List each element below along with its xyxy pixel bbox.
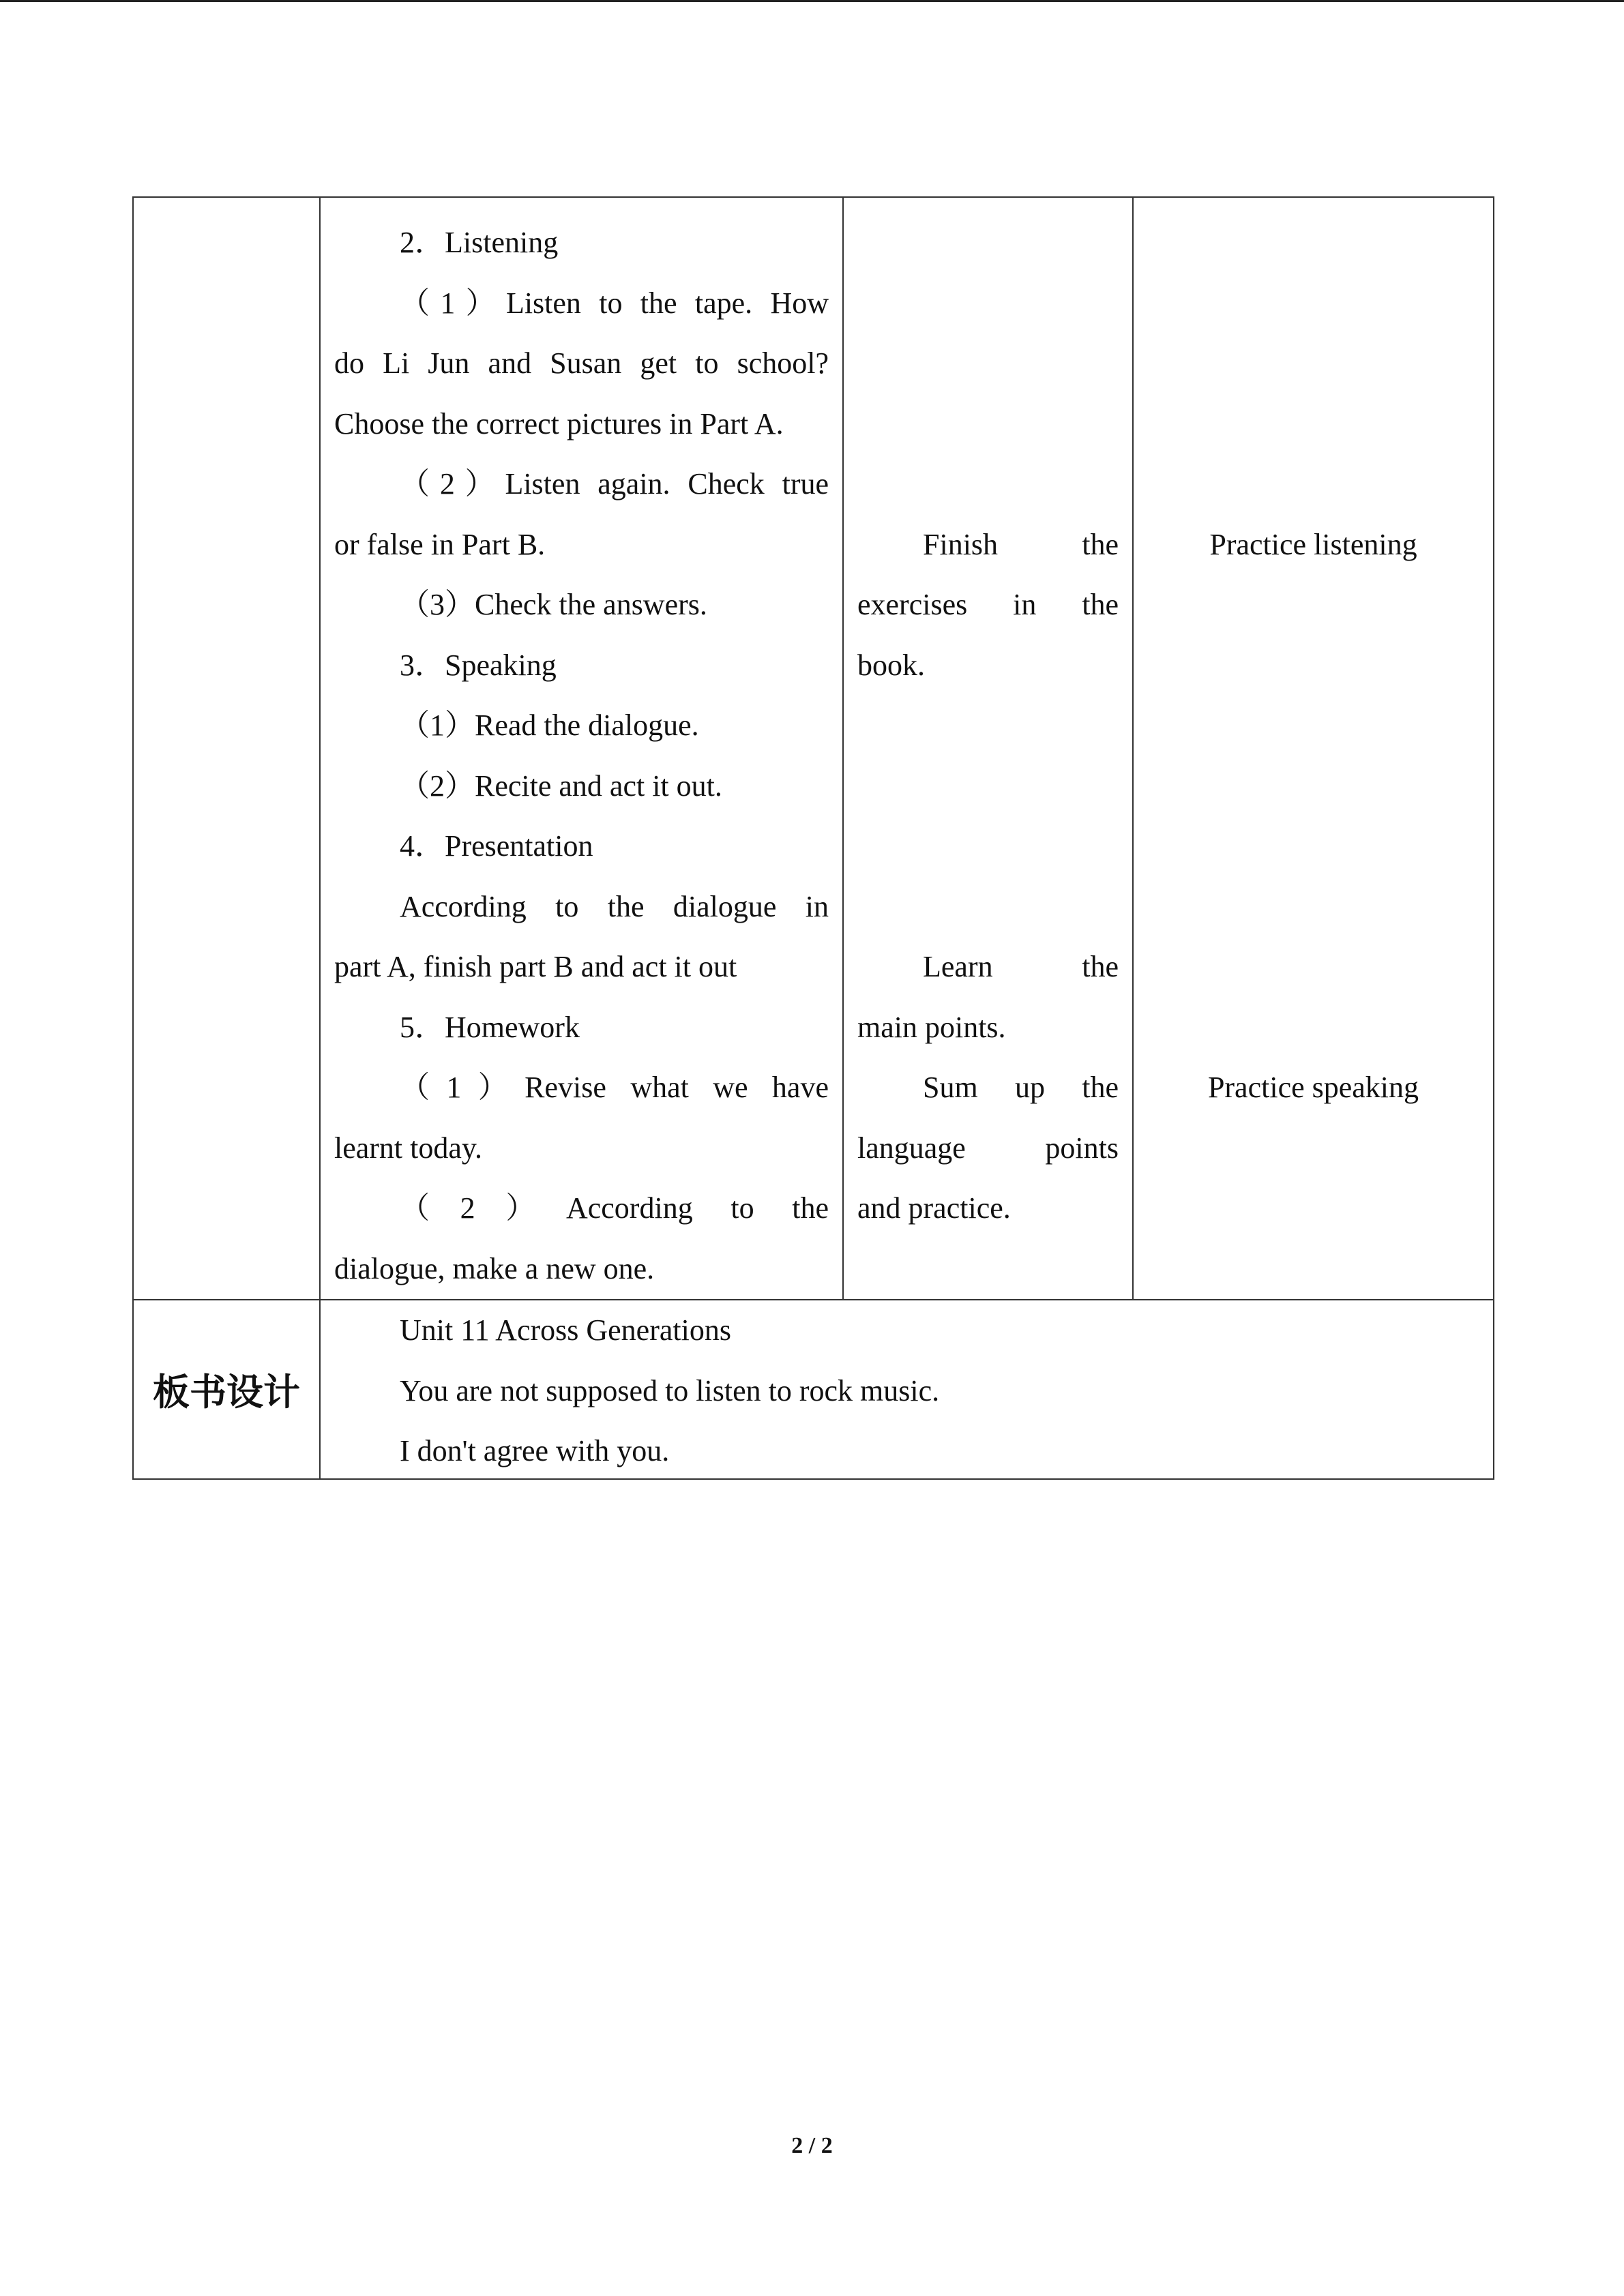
procedure-line: learnt today.: [334, 1131, 483, 1165]
blank-heading-cell: [133, 197, 320, 1300]
activity-line: book.: [857, 648, 925, 682]
activity-line: Learn the: [923, 950, 1119, 983]
procedure-line: do Li Jun and Susan get to school?: [334, 346, 829, 380]
procedure-line: According to the dialogue in: [400, 889, 829, 923]
procedure-line: （2）Listen again. Check true: [400, 467, 829, 501]
purpose-line: Practice listening: [1209, 527, 1417, 561]
procedure-line: （2）Recite and act it out.: [400, 769, 722, 803]
student-activity-cell: [843, 197, 1133, 1300]
procedure-line: （2）According to the: [400, 1191, 829, 1225]
board-line: Unit 11 Across Generations: [400, 1313, 731, 1347]
procedure-line: （1）Revise what we have: [400, 1071, 829, 1104]
board-design-heading: 板书设计: [133, 1300, 320, 1479]
activity-line: Finish the: [923, 527, 1119, 561]
board-line: I don't agree with you.: [400, 1434, 670, 1467]
procedure-line: 3．Speaking: [400, 648, 557, 682]
procedure-line: Choose the correct pictures in Part A.: [334, 406, 784, 441]
procedure-line: （1）Listen to the tape. How: [400, 286, 829, 320]
board-design-row: [133, 1300, 1494, 1479]
procedure-line: 4．Presentation: [400, 829, 593, 863]
activity-line: exercises in the: [857, 588, 1119, 621]
board-design-cell: [320, 1300, 1494, 1479]
procedure-line: （3）Check the answers.: [400, 588, 707, 621]
procedure-line: 2．Listening: [400, 226, 559, 259]
purpose-cell: [1133, 197, 1494, 1300]
purpose-line: Practice speaking: [1207, 1071, 1419, 1104]
procedure-cell: [320, 197, 843, 1300]
board-line: You are not supposed to listen to rock music.: [400, 1373, 940, 1407]
procedure-line: 5．Homework: [400, 1010, 580, 1044]
page-number: 2 / 2: [791, 2133, 833, 2158]
procedure-line: （1）Read the dialogue.: [400, 709, 699, 742]
activity-line: language points: [857, 1131, 1119, 1165]
lesson-plan-table: [132, 196, 1494, 1480]
activity-line: main points.: [857, 1010, 1006, 1044]
procedure-line: dialogue, make a new one.: [334, 1251, 655, 1285]
procedure-line: or false in Part B.: [334, 527, 546, 561]
procedure-line: part A, finish part B and act it out: [334, 950, 737, 983]
procedure-row: [133, 197, 1494, 1300]
activity-line: and practice.: [857, 1191, 1011, 1225]
activity-line: Sum up the: [923, 1071, 1119, 1104]
top-rule: [0, 0, 1624, 2]
